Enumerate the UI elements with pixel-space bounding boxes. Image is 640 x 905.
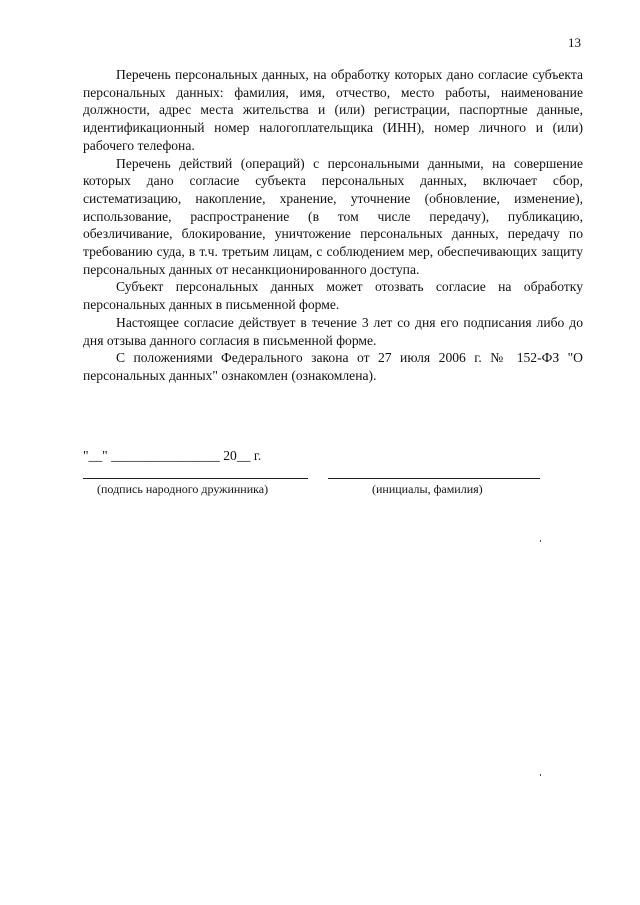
name-line: [328, 478, 540, 479]
paragraph-withdrawal: Субъект персональных данных может отозвать согласие на обработку персональных данных в письменной форме.: [83, 279, 583, 313]
name-caption: (инициалы, фамилия): [372, 482, 483, 496]
paragraph-law-acknowledgement: С положениями Федерального закона от 27 июля 2006 г. № 152-ФЗ "О персональных данных" ознакомлен (ознакомлена).: [83, 350, 583, 383]
document-body: [83, 66, 583, 385]
scan-speck: [540, 774, 541, 776]
date-field: "__" ________________ 20__ г.: [83, 448, 262, 463]
scan-speck: [540, 540, 541, 542]
paragraph-validity: Настоящее согласие действует в течение 3 лет со дня его подписания либо до дня отзыва данного согласия в письменной форме.: [83, 314, 583, 348]
page-number: 13: [568, 35, 581, 50]
signature-line: [83, 478, 308, 479]
paragraph-personal-data-list: Перечень персональных данных, на обработку которых дано согласие субъекта персональных данных: фамилия, имя, отчество, место работы, наименование должности, адрес места жительства и (или) регистрации, паспортные данные, идентификационный номер налогоплательщика (ИНН), номер личного и (или) рабочего телефона.: [83, 67, 583, 153]
signature-caption: (подпись народного дружинника): [97, 482, 269, 496]
paragraph-processing-actions: Перечень действий (операций) с персональными данными, на совершение которых дано согласие субъекта персональных данных, включает сбор, систематизацию, накопление, хранение, уточнение (обновление, изменение), использование, распространение (в том числе передачу), публикацию, обезличивание, блокирование, уничтожение персональных данных, передачу по требованию суда, в т.ч. третьим лицам, с соблюдением мер, обеспечивающих защиту персональных данных от несанкционированного доступа.: [83, 155, 583, 277]
